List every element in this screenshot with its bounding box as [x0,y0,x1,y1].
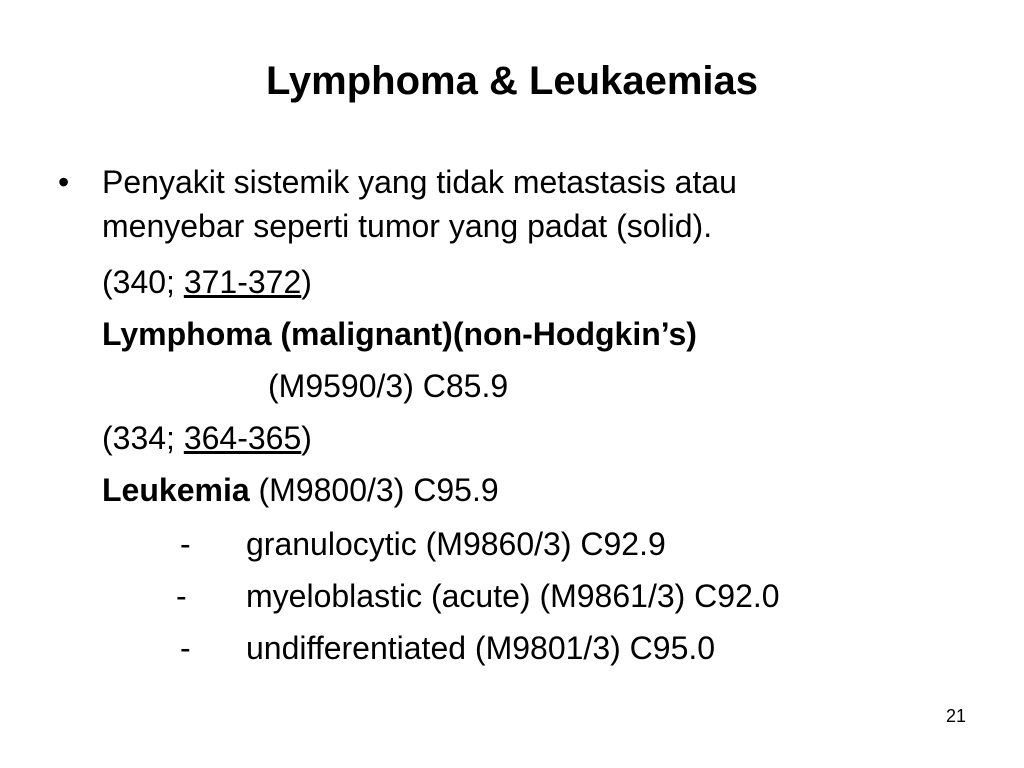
reference-1-open: (340; [102,264,184,300]
slide-title: Lymphoma & Leukaemias [265,59,758,103]
reference-2 [102,418,312,458]
reference-1-link[interactable]: 371-372 [183,264,302,300]
reference-1 [102,262,312,302]
bullet-text-line-1: Penyakit sistemik yang tidak metastasis atau [102,164,737,200]
bullet-marker: • [58,164,70,200]
reference-2-link[interactable]: 364-365 [183,420,302,456]
subitem-myeloblastic: myeloblastic (acute) (M9861/3) C92.0 [246,578,780,614]
bullet-text-line-2: menyebar seperti tumor yang padat (solid). [102,208,713,244]
page-number: 21 [945,706,966,726]
subitem-undifferentiated: undifferentiated (M9801/3) C95.0 [246,630,716,666]
lymphoma-heading: Lymphoma (malignant)(non-Hodgkin’s) [102,316,697,352]
subitem-dash: - [180,630,191,666]
leukemia-label: Leukemia [102,472,250,508]
subitem-dash: - [180,526,191,562]
subitem-dash: - [176,578,187,614]
reference-2-open: (334; [102,420,184,456]
leukemia-line [102,470,499,510]
reference-2-close: ) [301,420,312,456]
lymphoma-code: (M9590/3) C85.9 [268,368,509,404]
leukemia-code: (M9800/3) C95.9 [249,472,499,508]
reference-1-close: ) [301,264,312,300]
subitem-granulocytic: granulocytic (M9860/3) C92.9 [246,526,666,562]
